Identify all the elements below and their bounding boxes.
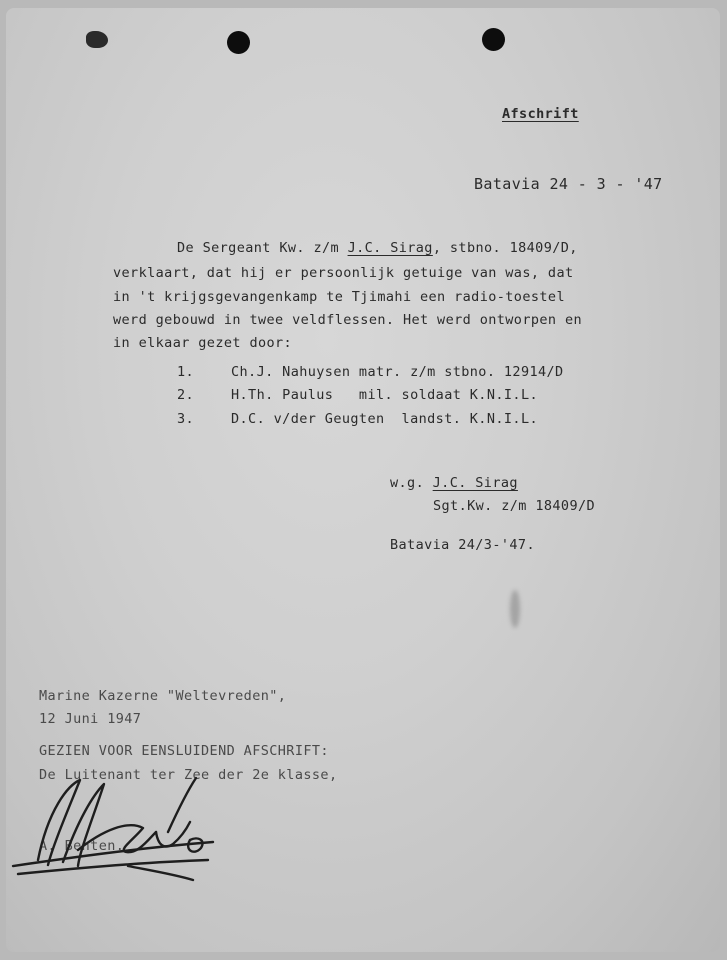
signature-prefix: w.g. [390, 475, 433, 491]
officer-name: A. Benten. [39, 838, 125, 854]
footer-date: 12 Juni 1947 [39, 711, 142, 727]
list-item-1: Ch.J. Nahuysen matr. z/m stbno. 12914/D [231, 364, 564, 380]
list-item-2: H.Th. Paulus mil. soldaat K.N.I.L. [231, 387, 538, 403]
body-line-1-post: , stbno. 18409/D, [432, 240, 578, 256]
body-line-1-pre: De Sergeant Kw. z/m [177, 240, 348, 256]
body-line-3: in 't krijgsgevangenkamp te Tjimahi een radio-toestel [113, 289, 565, 305]
signatory-rank: Sgt.Kw. z/m 18409/D [433, 498, 596, 514]
list-num-2: 2. [177, 387, 195, 403]
list-num-1: 1. [177, 364, 195, 380]
punch-hole-left [227, 31, 250, 54]
smudge-mark [510, 590, 520, 628]
stain-mark [86, 31, 108, 48]
certification-text: GEZIEN VOOR EENSLUIDEND AFSCHRIFT: [39, 743, 329, 759]
signature-line [390, 477, 518, 491]
signature-place-date: Batavia 24/3-'47. [390, 537, 535, 553]
body-line-4: werd gebouwd in twee veldflessen. Het werd ontworpen en [113, 312, 583, 328]
sergeant-name: J.C. Sirag [347, 240, 433, 256]
handwritten-signature [8, 770, 218, 885]
list-item-3: D.C. v/der Geugten landst. K.N.I.L. [231, 411, 538, 427]
body-line-5: in elkaar gezet door: [113, 335, 293, 351]
body-line-1 [177, 242, 578, 256]
signatory-name: J.C. Sirag [432, 475, 518, 491]
list-num-3: 3. [177, 411, 195, 427]
document-date: Batavia 24 - 3 - '47 [474, 175, 663, 193]
footer-location: Marine Kazerne "Weltevreden", [39, 688, 287, 704]
document-heading: Afschrift [502, 106, 579, 122]
body-line-2: verklaart, dat hij er persoonlijk getuige van was, dat [113, 265, 574, 281]
officer-title: De Luitenant ter Zee der 2e klasse, [39, 767, 338, 783]
punch-hole-right [482, 28, 505, 51]
